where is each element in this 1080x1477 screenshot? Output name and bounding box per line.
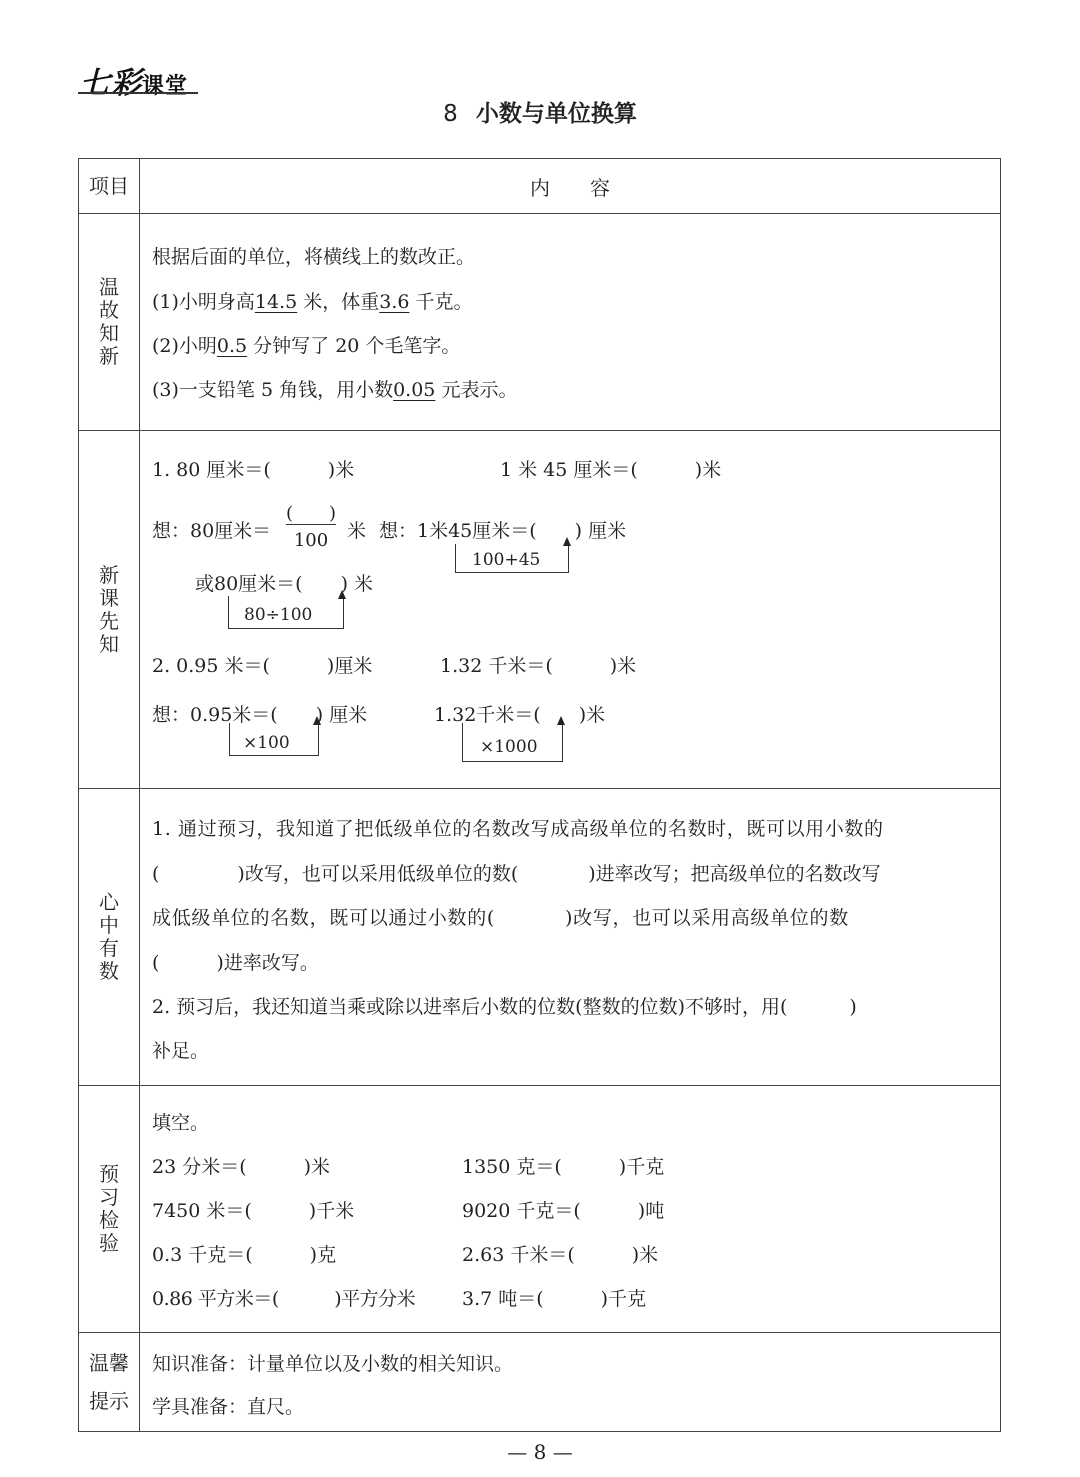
mind-content <box>140 789 1001 1086</box>
tips-content <box>140 1333 1001 1432</box>
preview-content <box>140 431 1001 789</box>
preview-label: 新课先知 <box>99 562 119 656</box>
review-content <box>140 214 1001 431</box>
review-label-cell <box>79 214 140 431</box>
mind-row2 <box>152 859 881 886</box>
header-row <box>79 159 1001 214</box>
mind-row2-b: )改写，也可以采用低级单位的数( <box>237 863 519 885</box>
review-q2 <box>152 331 460 358</box>
review-q1-value2: 3.6 <box>379 291 410 313</box>
arrow-up-icon <box>557 716 565 725</box>
lesson-number: 8 <box>443 101 458 127</box>
brand-big: 七彩 <box>80 66 142 101</box>
check-item-1b: 1350 克＝( )千克 <box>462 1156 665 1178</box>
header-content <box>140 159 1001 214</box>
section-check <box>79 1086 1001 1333</box>
check-item-1a: 23 分米＝( )米 <box>152 1156 331 1178</box>
mind-row3 <box>152 903 849 930</box>
preview-think1: 想：80厘米＝ <box>152 520 272 542</box>
preview-box4: ×1000 <box>480 737 538 757</box>
arrow-up-icon <box>313 716 321 725</box>
page-title <box>0 95 1080 128</box>
preview-think1-unit: 米 <box>347 520 367 542</box>
mind-label: 心中有数 <box>99 890 119 983</box>
preview-frac-den: 100 <box>293 530 329 551</box>
preview-2b: 1.32 千米＝( )米 <box>440 655 637 677</box>
preview-label-cell <box>79 431 140 789</box>
brand-small: 课堂 <box>142 74 189 99</box>
header-content-label: 内 容 <box>530 175 610 200</box>
mind-row6: 补足。 <box>152 1040 210 1062</box>
review-q2-prefix: (2)小明 <box>152 335 217 357</box>
review-q2-suffix: 分钟写了 20 个毛笔字。 <box>247 335 461 357</box>
review-q3-suffix: 元表示。 <box>435 379 518 401</box>
check-item-2a: 7450 米＝( )千米 <box>152 1200 355 1222</box>
tips-label-cell <box>79 1333 140 1432</box>
check-intro: 填空。 <box>152 1112 210 1134</box>
lesson-title: 小数与单位换算 <box>475 101 637 127</box>
tips-line1: 知识准备：计量单位以及小数的相关知识。 <box>152 1353 514 1375</box>
mind-row5-b: ) <box>849 996 857 1018</box>
section-preview <box>79 431 1001 789</box>
tips-label-top: 温馨 <box>89 1351 129 1375</box>
review-q3-value: 0.05 <box>393 379 436 401</box>
preview-frac-bar <box>286 524 336 525</box>
brand-underline <box>78 92 198 94</box>
review-q1-mid: 米，体重 <box>297 291 380 313</box>
arrow-up-icon <box>338 590 346 599</box>
preview-box3: ×100 <box>243 733 290 753</box>
check-content <box>140 1086 1001 1333</box>
header-item-label: 项目 <box>89 174 129 198</box>
review-label: 温故知新 <box>99 275 119 368</box>
section-review <box>79 214 1001 431</box>
arrow-up-icon <box>563 537 571 546</box>
preview-2a: 2. 0.95 米＝( )厘米 <box>152 655 373 677</box>
preview-1a: 1. 80 厘米＝( )米 <box>152 459 355 481</box>
lesson-table <box>78 158 1001 1432</box>
mind-row1: 1. 通过预习，我知道了把低级单位的名数改写成高级单位的名数时，既可以用小数的 <box>152 818 884 840</box>
preview-frac-num: ( ) <box>286 503 337 524</box>
preview-think4: 1.32千米＝( )米 <box>434 704 606 726</box>
preview-box1: 100+45 <box>472 550 541 570</box>
mind-row2-a: ( <box>152 863 160 885</box>
review-q1-suffix: 千克。 <box>409 291 473 313</box>
review-q3 <box>152 375 517 402</box>
tips-label-bottom: 提示 <box>89 1389 129 1413</box>
mind-row5 <box>152 992 857 1019</box>
review-intro: 根据后面的单位，将横线上的数改正。 <box>152 246 476 268</box>
section-mind <box>79 789 1001 1086</box>
check-label-cell <box>79 1086 140 1333</box>
preview-think2: 想：1米45厘米＝( ) 厘米 <box>379 520 627 542</box>
preview-1b: 1 米 45 厘米＝( )米 <box>500 459 722 481</box>
header-item <box>79 159 140 214</box>
check-item-2b: 9020 千克＝( )吨 <box>462 1200 665 1222</box>
review-q2-value: 0.5 <box>216 335 248 357</box>
mind-row5-a: 2. 预习后，我还知道当乘或除以进率后小数的位数(整数的位数)不够时，用( <box>152 996 788 1018</box>
check-item-4b: 3.7 吨＝( )千克 <box>462 1288 647 1310</box>
preview-or-line: 或80厘米＝( ) 米 <box>195 573 374 595</box>
mind-row4: ( )进率改写。 <box>152 952 319 974</box>
review-q1 <box>152 287 473 314</box>
mind-row3-b: )改写，也可以采用高级单位的数 <box>565 907 849 929</box>
section-tips <box>79 1333 1001 1432</box>
tips-line2: 学具准备：直尺。 <box>152 1396 305 1418</box>
preview-think3: 想：0.95米＝( ) 厘米 <box>152 704 368 726</box>
page-number: — 8 — <box>507 1440 573 1464</box>
mind-label-cell <box>79 789 140 1086</box>
check-label: 预习检验 <box>99 1162 119 1255</box>
check-item-3a: 0.3 千克＝( )克 <box>152 1244 337 1266</box>
review-q1-prefix: (1)小明身高 <box>152 291 255 313</box>
check-item-3b: 2.63 千米＝( )米 <box>462 1244 659 1266</box>
mind-row3-a: 成低级单位的名数，既可以通过小数的( <box>152 907 496 929</box>
check-item-4a: 0.86 平方米＝( )平方分米 <box>152 1288 416 1310</box>
mind-row2-c: )进率改写；把高级单位的名数改写 <box>588 863 881 885</box>
preview-box2: 80÷100 <box>244 605 313 625</box>
review-q1-value1: 14.5 <box>254 291 298 313</box>
review-q3-prefix: (3)一支铅笔 5 角钱，用小数 <box>152 379 394 401</box>
